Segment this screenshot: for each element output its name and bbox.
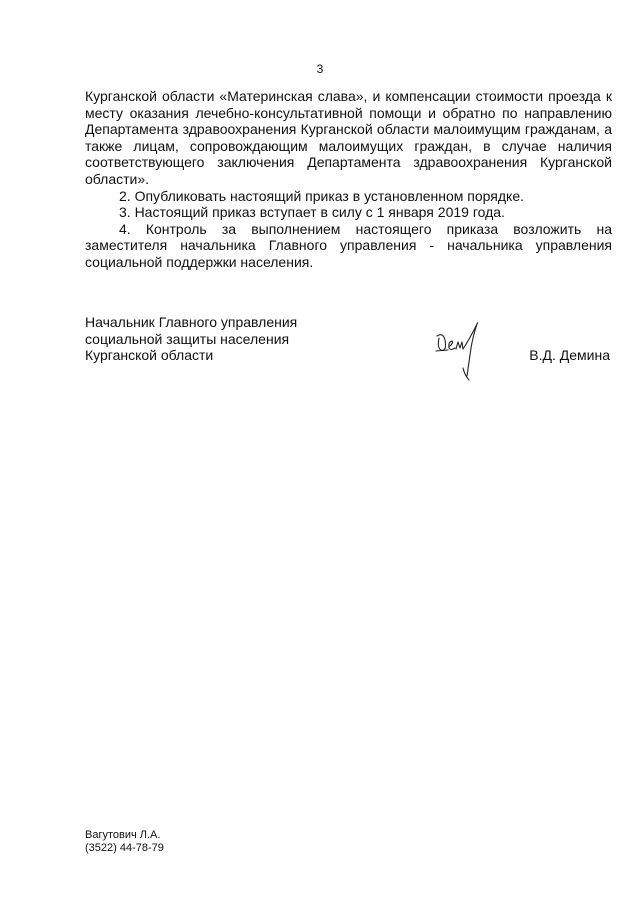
document-body (85, 88, 612, 271)
executor-phone: (3522) 44-78-79 (85, 842, 164, 854)
executor-name: Вагутович Л.А. (85, 829, 161, 841)
position-line-2: социальной защиты населения (85, 330, 290, 347)
position-line-1: Начальник Главного управления (85, 314, 298, 330)
signatory-position (85, 314, 297, 364)
paragraph-item-3: 3. Настоящий приказ вступает в силу с 1 января 2019 года. (119, 204, 505, 221)
handwritten-signature-icon (433, 318, 487, 388)
paragraph-item-4: 4. Контроль за выполнением настоящего приказа возложить на заместителя начальника Главного управления - начальника управления социальной поддержки населения. (85, 220, 612, 270)
position-line-3: Курганской области (85, 347, 214, 364)
paragraph-continuation: Курганской области «Материнская слава», и компенсации стоимости проезда к месту оказания лечебно-консультативной помощи и обратно по направлению Департамента здравоохранения Курганской области малоимущим гражданам, а также лицам, сопровождающим малоимущих граждан, в случае наличия соответствующего заключения Департамента здравоохранения Курганской области». (85, 88, 612, 187)
signature-block (85, 314, 612, 394)
page-number: 3 (316, 62, 324, 76)
paragraph-item-2: 2. Опубликовать настоящий приказ в установленном порядке. (119, 187, 525, 204)
executor-info (85, 829, 164, 855)
signatory-name: В.Д. Демина (529, 347, 610, 363)
